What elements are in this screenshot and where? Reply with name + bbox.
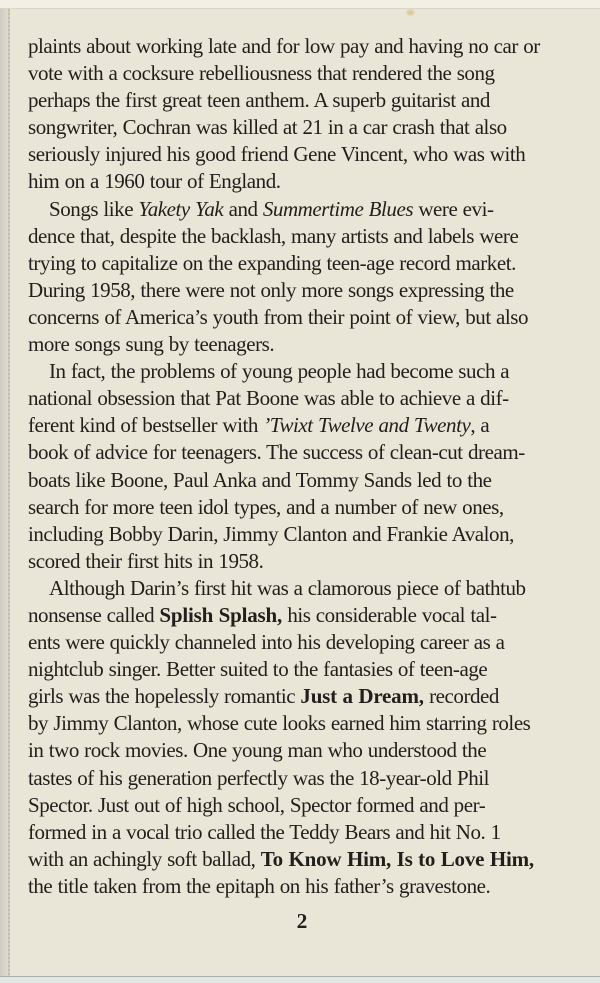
text-run: vote with a cocksure rebelliousness that rendered the song [28, 61, 495, 86]
text-line [28, 792, 576, 819]
text-run: recorded [423, 684, 499, 709]
text-run: concerns of America’s youth from their point of view, but also [28, 304, 529, 329]
text-line [28, 467, 576, 494]
paragraph [28, 196, 576, 359]
text-run: nonsense called [28, 602, 160, 627]
text-run: ents were quickly channeled into his developing career as a [28, 630, 505, 655]
text-run: his considerable vocal tal- [282, 602, 497, 627]
text-run: perhaps the first great teen anthem. A superb guitarist and [28, 88, 490, 113]
text-line [28, 223, 576, 250]
text-line [28, 168, 576, 195]
text-line [28, 141, 576, 168]
text-line [28, 33, 576, 60]
text-run: national obsession that Pat Boone was able to achieve a dif- [28, 386, 509, 411]
text-line [28, 873, 576, 900]
text-line [28, 548, 576, 575]
text-run: nightclub singer. Better suited to the fantasies of teen-age [28, 657, 488, 682]
text-line [28, 819, 576, 846]
text-run: search for more teen idol types, and a number of new ones, [28, 494, 504, 519]
text-run: , a [470, 413, 490, 438]
text-run: including Bobby Darin, Jimmy Clanton and Frankie Avalon, [28, 521, 514, 546]
text-line [28, 385, 576, 412]
text-run: and [223, 196, 263, 221]
bold-song-title: Just a Dream, [300, 684, 424, 709]
text-line [28, 846, 576, 873]
text-run: in two rock movies. One young man who understood the [28, 738, 487, 763]
italic-title: Summertime Blues [262, 196, 414, 221]
text-run: girls was the hopelessly romantic [28, 684, 301, 709]
text-line [28, 114, 576, 141]
page-top-edge [0, 0, 600, 9]
text-line [28, 196, 576, 223]
text-run: seriously injured his good friend Gene Vincent, who was with [28, 142, 526, 167]
paper-stain [406, 9, 415, 16]
text-run: boats like Boone, Paul Anka and Tommy Sands led to the [28, 467, 492, 492]
text-run: by Jimmy Clanton, whose cute looks earned him starring roles [28, 711, 531, 736]
text-line [28, 494, 576, 521]
paragraph [28, 33, 576, 196]
text-run: tastes of his generation perfectly was the 18-year-old Phil [28, 765, 490, 790]
paragraph [28, 575, 576, 900]
text-run: were evi- [413, 196, 494, 221]
text-line [28, 737, 576, 764]
text-line [28, 710, 576, 737]
italic-title: Yakety Yak [138, 196, 224, 221]
text-line [28, 656, 576, 683]
paragraph [28, 358, 576, 575]
text-line [28, 277, 576, 304]
bold-song-title: To Know Him, Is to Love Him, [260, 846, 534, 871]
page-bottom-edge [0, 976, 600, 983]
text-run: Songs like [49, 196, 139, 221]
text-run: In fact, the problems of young people had become such a [49, 359, 510, 384]
text-line [28, 521, 576, 548]
text-line [28, 87, 576, 114]
text-line [28, 439, 576, 466]
text-run: trying to capitalize on the expanding teen-age record market. [28, 250, 516, 275]
page-left-perforated-edge [0, 0, 10, 983]
text-run: plaints about working late and for low pay and having no car or [28, 34, 540, 58]
text-line [28, 575, 576, 602]
text-line [28, 304, 576, 331]
text-line [28, 60, 576, 87]
text-run: book of advice for teenagers. The success of clean-cut dream- [28, 440, 525, 465]
text-line [28, 602, 576, 629]
text-line [28, 358, 576, 385]
text-line [28, 412, 576, 439]
italic-title: ’Twixt Twelve and Twenty [263, 413, 471, 438]
text-run: During 1958, there were not only more songs expressing the [28, 277, 514, 302]
text-run: Spector. Just out of high school, Spector formed and per- [28, 792, 486, 817]
text-run: dence that, despite the backlash, many artists and labels were [28, 223, 519, 248]
text-line [28, 629, 576, 656]
text-run: scored their first hits in 1958. [28, 548, 264, 573]
text-run: the title taken from the epitaph on his father’s gravestone. [28, 873, 491, 898]
text-line [28, 765, 576, 792]
text-line [28, 250, 576, 277]
text-run: songwriter, Cochran was killed at 21 in a car crash that also [28, 115, 507, 140]
text-line [28, 331, 576, 358]
page-number: 2 [296, 909, 308, 933]
page-text [28, 33, 576, 900]
text-run: ferent kind of bestseller with [28, 413, 264, 438]
text-run: more songs sung by teenagers. [28, 332, 275, 357]
text-run: Although Darin’s first hit was a clamorous piece of bathtub [49, 575, 526, 600]
text-run: with an achingly soft ballad, [28, 846, 261, 871]
text-run: him on a 1960 tour of England. [28, 169, 281, 194]
text-run: formed in a vocal trio called the Teddy Bears and hit No. 1 [28, 819, 501, 844]
bold-song-title: Splish Splash, [159, 602, 283, 627]
text-line [28, 683, 576, 710]
